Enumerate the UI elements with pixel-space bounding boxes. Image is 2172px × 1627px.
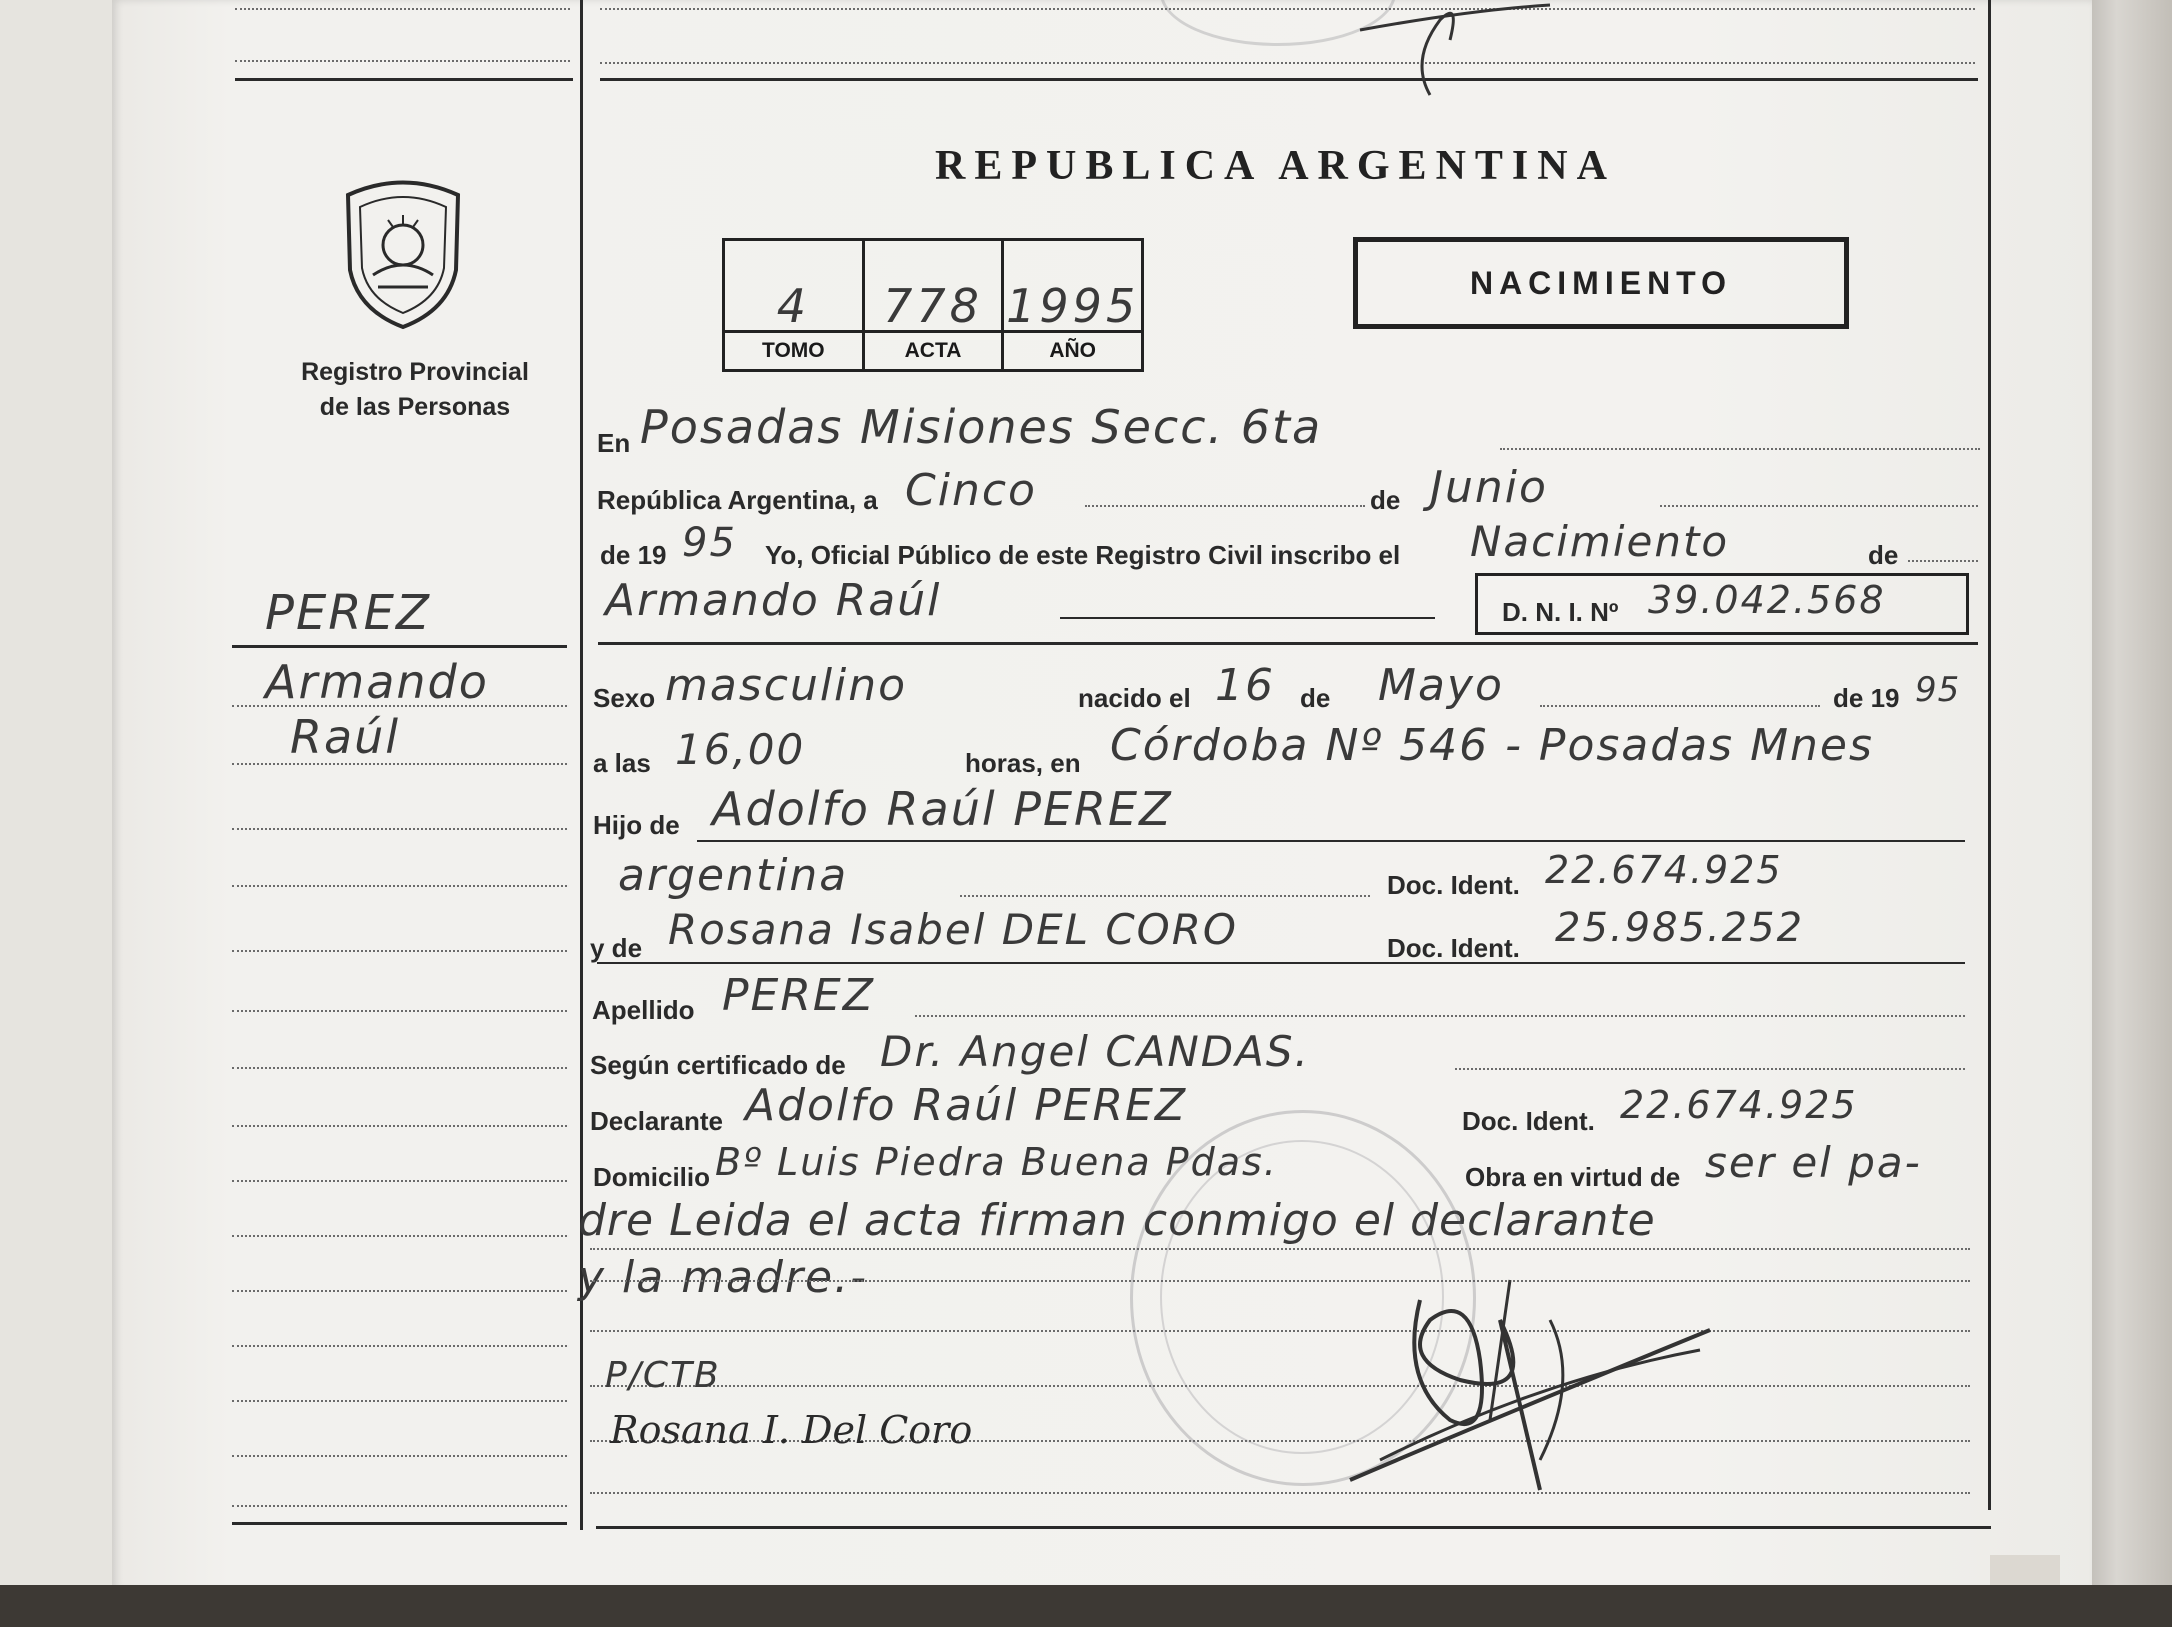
value-birth-day: 16: [1215, 660, 1275, 711]
desk-surface: [0, 1585, 2172, 1627]
value-father-doc: 22.674.925: [1545, 848, 1783, 892]
country-title: REPUBLICA ARGENTINA: [935, 143, 1616, 189]
rule-line: [1060, 617, 1435, 619]
page-stack-edge: [1990, 1555, 2060, 1585]
volume-table: [722, 238, 1144, 372]
note-line2: y la madre.-: [578, 1252, 868, 1303]
label-republica: República Argentina, a: [597, 485, 878, 515]
label-de3: de: [1300, 683, 1331, 713]
rule-line: [232, 1522, 567, 1525]
label-en: En: [597, 428, 631, 458]
dotted-line: [600, 62, 1975, 64]
dotted-line: [960, 895, 1370, 897]
dotted-line: [232, 1290, 567, 1292]
record-type-box: NACIMIENTO: [1353, 237, 1849, 329]
tomo-label: TOMO: [725, 330, 862, 369]
dotted-line: [232, 1455, 567, 1457]
desk-background: [2080, 0, 2172, 1627]
ano-value: 1995: [1006, 279, 1140, 333]
label-de: de: [1370, 485, 1401, 515]
mother-signature: Rosana I. Del Coro: [610, 1408, 973, 1452]
value-dni: 39.042.568: [1648, 578, 1886, 622]
tomo-cell: [725, 241, 865, 369]
value-father-nationality: argentina: [618, 850, 849, 901]
dotted-line: [232, 1180, 567, 1182]
label-obra: Obra en virtud de: [1465, 1162, 1681, 1192]
registry-line2: de las Personas: [319, 393, 511, 421]
label-domicilio: Domicilio: [593, 1162, 711, 1192]
value-mother: Rosana Isabel DEL CORO: [668, 905, 1238, 954]
dotted-line: [232, 1505, 567, 1507]
label-declarante: Declarante: [590, 1106, 723, 1136]
rule-line: [598, 642, 1978, 645]
value-declarant-doc: 22.674.925: [1620, 1083, 1858, 1127]
ano-cell: [1004, 241, 1141, 369]
official-signature-icon: [1340, 1260, 1720, 1500]
label-segun: Según certificado de: [590, 1050, 846, 1080]
value-reason: ser el pa-: [1705, 1138, 1922, 1187]
top-signature-icon: [1350, 0, 1730, 100]
acta-label: ACTA: [865, 330, 1002, 369]
dotted-line: [232, 1125, 567, 1127]
rule-line: [597, 962, 1965, 964]
dotted-line: [235, 8, 570, 10]
dotted-line: [232, 1345, 567, 1347]
value-certificate: Dr. Angel CANDAS.: [880, 1027, 1310, 1076]
label-doc3: Doc. Ident.: [1462, 1106, 1595, 1136]
dotted-line: [1455, 1068, 1965, 1070]
dotted-line: [915, 1015, 1965, 1017]
rule-line: [596, 1526, 1991, 1529]
label-de-19b: de 19: [1833, 683, 1900, 713]
margin-surname: PEREZ: [265, 585, 431, 641]
value-name: Armando Raúl: [605, 575, 942, 626]
label-a-las: a las: [593, 748, 651, 778]
right-border: [1988, 0, 1991, 1510]
registry-title: [265, 355, 565, 425]
value-year-suffix: 95: [682, 520, 737, 566]
acta-cell: [865, 241, 1005, 369]
value-birth-place: Córdoba Nº 546 - Posadas Mnes: [1110, 720, 1874, 771]
label-hijo: Hijo de: [593, 810, 680, 840]
value-birth-month: Mayo: [1378, 660, 1504, 711]
rule-line: [600, 78, 1978, 81]
value-day: Cinco: [905, 465, 1037, 516]
value-address: Bº Luis Piedra Buena Pdas.: [715, 1140, 1278, 1184]
dotted-line: [232, 1067, 567, 1069]
label-doc1: Doc. Ident.: [1387, 870, 1520, 900]
dotted-line: [1500, 448, 1980, 450]
margin-given1: Armando: [265, 655, 489, 709]
dotted-line: [232, 1235, 567, 1237]
value-father: Adolfo Raúl PEREZ: [712, 782, 1173, 836]
mother-signature-prefix: P/CTB: [605, 1355, 721, 1396]
dotted-line: [232, 763, 567, 765]
tomo-value: 4: [776, 279, 810, 333]
acta-value: 778: [883, 279, 983, 333]
left-page-edge: [0, 0, 114, 1590]
label-de2: de: [1868, 540, 1899, 570]
value-mother-doc: 25.985.252: [1555, 905, 1805, 951]
label-nacido: nacido el: [1078, 683, 1191, 713]
province-seal-icon: [338, 175, 468, 330]
label-yo: Yo, Oficial Público de este Registro Civil inscribo el: [765, 540, 1401, 570]
value-sex: masculino: [665, 660, 908, 711]
label-apellido: Apellido: [592, 995, 695, 1025]
dotted-line: [1085, 505, 1365, 507]
label-horas: horas, en: [965, 748, 1081, 778]
note-line1: dre Leida el acta firman conmigo el declarante: [578, 1195, 1656, 1246]
dotted-line: [232, 950, 567, 952]
rule-line: [232, 645, 567, 648]
label-doc2: Doc. Ident.: [1387, 933, 1520, 963]
dotted-line: [235, 60, 570, 62]
dotted-line: [232, 1010, 567, 1012]
label-y-de: y de: [590, 933, 643, 963]
ano-label: AÑO: [1004, 330, 1141, 369]
value-hour: 16,00: [675, 725, 806, 774]
label-sexo: Sexo: [593, 683, 656, 713]
value-act: Nacimiento: [1470, 517, 1730, 566]
margin-given2: Raúl: [290, 710, 401, 764]
rule-line: [235, 78, 573, 81]
dotted-line: [232, 1400, 567, 1402]
rule-line: [697, 840, 1965, 842]
label-dni: D. N. I. Nº: [1502, 597, 1619, 627]
value-place: Posadas Misiones Secc. 6ta: [640, 400, 1323, 454]
registry-line1: Registro Provincial: [301, 358, 529, 386]
label-de-19: de 19: [600, 540, 667, 570]
dotted-line: [232, 885, 567, 887]
dotted-line: [1908, 560, 1978, 562]
dotted-line: [232, 828, 567, 830]
dotted-line: [590, 1492, 1970, 1494]
value-declarant: Adolfo Raúl PEREZ: [745, 1080, 1188, 1131]
value-surname: PEREZ: [722, 970, 875, 1021]
dotted-line: [1540, 705, 1820, 707]
value-month: Junio: [1430, 462, 1548, 513]
dotted-line: [1660, 505, 1978, 507]
dotted-line: [232, 705, 567, 707]
value-birth-year-suffix: 95: [1915, 670, 1961, 710]
